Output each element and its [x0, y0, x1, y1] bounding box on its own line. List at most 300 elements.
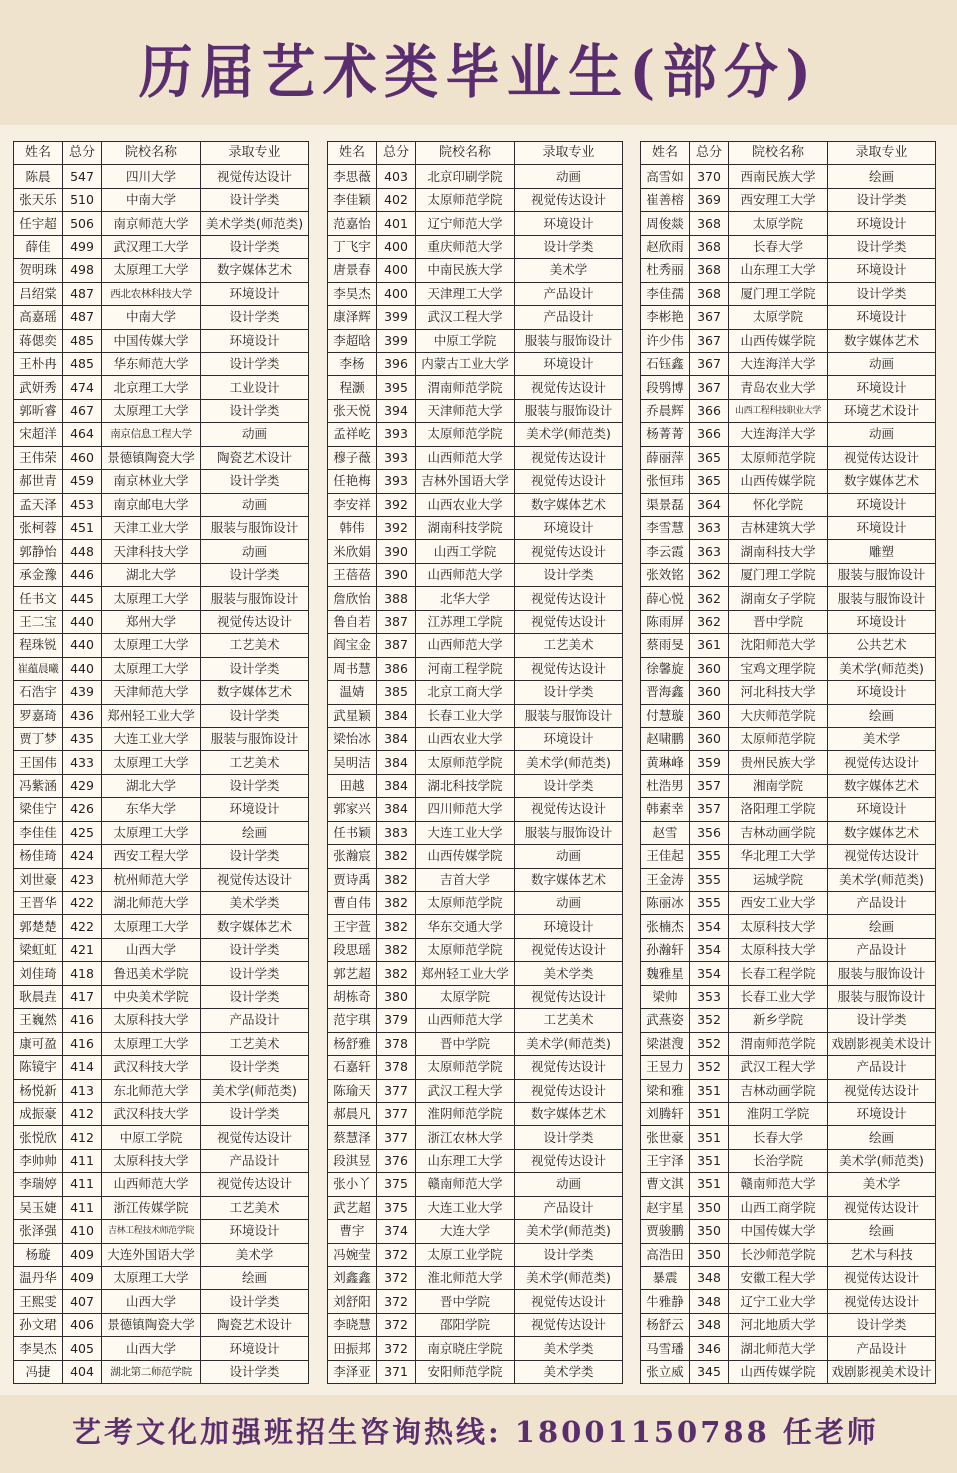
- table-row: [328, 1243, 623, 1266]
- header-score: 总分: [690, 142, 729, 165]
- major-cell: 动画: [515, 892, 623, 915]
- score-cell: 414: [63, 1056, 102, 1079]
- score-cell: 411: [63, 1173, 102, 1196]
- major-cell: 美术学类: [515, 1360, 623, 1383]
- major-cell: 设计学类: [515, 1243, 623, 1266]
- score-cell: 372: [377, 1313, 416, 1336]
- table-row: [641, 1009, 936, 1032]
- major-cell: 动画: [201, 540, 309, 563]
- score-cell: 459: [63, 470, 102, 493]
- school-cell: 山西师范大学: [102, 1173, 201, 1196]
- table-row: [328, 1360, 623, 1383]
- major-cell: 服装与服饰设计: [828, 587, 936, 610]
- header-row: [328, 142, 623, 165]
- school-cell: 山西大学: [102, 938, 201, 961]
- major-cell: 设计学类: [201, 1290, 309, 1313]
- table-row: [328, 727, 623, 750]
- name-cell: 张天悦: [328, 399, 377, 422]
- table-wrap-3: [640, 141, 936, 1384]
- school-cell: 太原师范学院: [416, 1056, 515, 1079]
- score-cell: 416: [63, 1009, 102, 1032]
- major-cell: 产品设计: [201, 1149, 309, 1172]
- score-cell: 354: [690, 938, 729, 961]
- header-name: 姓名: [14, 142, 63, 165]
- table-row: [328, 235, 623, 258]
- score-cell: 467: [63, 399, 102, 422]
- name-cell: 李瑞婷: [14, 1173, 63, 1196]
- name-cell: 温婧: [328, 681, 377, 704]
- major-cell: 设计学类: [828, 1313, 936, 1336]
- school-cell: 太原理工大学: [102, 751, 201, 774]
- table-row: [641, 540, 936, 563]
- major-cell: 设计学类: [828, 235, 936, 258]
- score-cell: 405: [63, 1337, 102, 1360]
- major-cell: 美术学类(师范类): [201, 212, 309, 235]
- name-cell: 陈镜宇: [14, 1056, 63, 1079]
- major-cell: 美术学(师范类): [515, 1032, 623, 1055]
- name-cell: 暴震: [641, 1267, 690, 1290]
- school-cell: 中南大学: [102, 188, 201, 211]
- name-cell: 晋海鑫: [641, 681, 690, 704]
- score-cell: 506: [63, 212, 102, 235]
- score-cell: 345: [690, 1360, 729, 1383]
- name-cell: 王伟荣: [14, 446, 63, 469]
- school-cell: 太原理工大学: [102, 399, 201, 422]
- score-cell: 416: [63, 1032, 102, 1055]
- score-cell: 366: [690, 423, 729, 446]
- score-cell: 384: [377, 798, 416, 821]
- name-cell: 冯紫涵: [14, 774, 63, 797]
- score-cell: 367: [690, 352, 729, 375]
- name-cell: 李晓慧: [328, 1313, 377, 1336]
- name-cell: 李思薇: [328, 165, 377, 188]
- major-cell: 环境设计: [828, 517, 936, 540]
- name-cell: 杨舒云: [641, 1313, 690, 1336]
- name-cell: 王佳起: [641, 845, 690, 868]
- name-cell: 李佳颖: [328, 188, 377, 211]
- school-cell: 宝鸡文理学院: [729, 657, 828, 680]
- major-cell: 动画: [515, 165, 623, 188]
- major-cell: 动画: [515, 1173, 623, 1196]
- school-cell: 大连工业大学: [416, 821, 515, 844]
- school-cell: 大连海洋大学: [729, 352, 828, 375]
- school-cell: 长春工业大学: [416, 704, 515, 727]
- school-cell: 太原理工大学: [102, 657, 201, 680]
- score-cell: 390: [377, 563, 416, 586]
- name-cell: 杜秀丽: [641, 259, 690, 282]
- score-cell: 393: [377, 423, 416, 446]
- table-row: [641, 563, 936, 586]
- table-row: [14, 493, 309, 516]
- table-row: [328, 1290, 623, 1313]
- table-row: [14, 634, 309, 657]
- major-cell: 产品设计: [828, 938, 936, 961]
- school-cell: 辽宁工业大学: [729, 1290, 828, 1313]
- table-row: [641, 985, 936, 1008]
- table-row: [641, 1126, 936, 1149]
- major-cell: 美术学类: [201, 892, 309, 915]
- school-cell: 重庆师范大学: [416, 235, 515, 258]
- school-cell: 新乡学院: [729, 1009, 828, 1032]
- major-cell: 设计学类: [201, 657, 309, 680]
- name-cell: 王蓓蓓: [328, 563, 377, 586]
- score-cell: 487: [63, 282, 102, 305]
- table-row: [14, 915, 309, 938]
- major-cell: 视觉传达设计: [828, 751, 936, 774]
- school-cell: 中原工学院: [102, 1126, 201, 1149]
- name-cell: 范宇琪: [328, 1009, 377, 1032]
- score-cell: 412: [63, 1126, 102, 1149]
- header-school: 院校名称: [416, 142, 515, 165]
- major-cell: 设计学类: [201, 985, 309, 1008]
- name-cell: 杜浩男: [641, 774, 690, 797]
- score-cell: 401: [377, 212, 416, 235]
- score-cell: 453: [63, 493, 102, 516]
- name-cell: 李雪慧: [641, 517, 690, 540]
- table-row: [641, 423, 936, 446]
- school-cell: 吉首大学: [416, 868, 515, 891]
- name-cell: 吴玉婕: [14, 1196, 63, 1219]
- school-cell: 内蒙古工业大学: [416, 352, 515, 375]
- table-row: [328, 376, 623, 399]
- table-row: [328, 938, 623, 961]
- major-cell: 设计学类: [201, 470, 309, 493]
- name-cell: 陈瑜天: [328, 1079, 377, 1102]
- school-cell: 太原师范学院: [416, 938, 515, 961]
- school-cell: 南京晓庄学院: [416, 1337, 515, 1360]
- table-row: [14, 1313, 309, 1336]
- school-cell: 杭州师范大学: [102, 868, 201, 891]
- school-cell: 渭南师范学院: [416, 376, 515, 399]
- score-cell: 399: [377, 306, 416, 329]
- score-cell: 422: [63, 892, 102, 915]
- graduate-table-1: [13, 141, 309, 1384]
- table-row: [328, 868, 623, 891]
- major-cell: 美术学(师范类): [828, 1149, 936, 1172]
- school-cell: 太原科技大学: [729, 938, 828, 961]
- table-row: [328, 188, 623, 211]
- school-cell: 山西传媒学院: [416, 845, 515, 868]
- score-cell: 411: [63, 1196, 102, 1219]
- name-cell: 崔善榕: [641, 188, 690, 211]
- major-cell: 环境设计: [201, 1337, 309, 1360]
- score-cell: 426: [63, 798, 102, 821]
- name-cell: 康泽辉: [328, 306, 377, 329]
- header-major: 录取专业: [201, 142, 309, 165]
- name-cell: 刘舒阳: [328, 1290, 377, 1313]
- major-cell: 视觉传达设计: [515, 376, 623, 399]
- score-cell: 410: [63, 1220, 102, 1243]
- major-cell: 视觉传达设计: [515, 446, 623, 469]
- school-cell: 郑州轻工业大学: [416, 962, 515, 985]
- school-cell: 贵州民族大学: [729, 751, 828, 774]
- school-cell: 东北师范大学: [102, 1079, 201, 1102]
- table-row: [328, 1267, 623, 1290]
- score-cell: 422: [63, 915, 102, 938]
- score-cell: 371: [377, 1360, 416, 1383]
- score-cell: 393: [377, 470, 416, 493]
- name-cell: 李云霞: [641, 540, 690, 563]
- score-cell: 364: [690, 493, 729, 516]
- name-cell: 杨舒雅: [328, 1032, 377, 1055]
- major-cell: 绘画: [828, 165, 936, 188]
- name-cell: 李杨: [328, 352, 377, 375]
- school-cell: 太原工业学院: [416, 1243, 515, 1266]
- major-cell: 设计学类: [201, 306, 309, 329]
- table-row: [641, 1290, 936, 1313]
- table-row: [641, 306, 936, 329]
- major-cell: 美术学(师范类): [515, 1267, 623, 1290]
- major-cell: 美术学(师范类): [201, 1079, 309, 1102]
- school-cell: 鲁迅美术学院: [102, 962, 201, 985]
- major-cell: 视觉传达设计: [201, 1126, 309, 1149]
- major-cell: 设计学类: [201, 1102, 309, 1125]
- school-cell: 南京邮电大学: [102, 493, 201, 516]
- table-row: [641, 962, 936, 985]
- major-cell: 设计学类: [201, 235, 309, 258]
- school-cell: 西安理工大学: [729, 188, 828, 211]
- table-row: [328, 329, 623, 352]
- name-cell: 康可盈: [14, 1032, 63, 1055]
- major-cell: 环境设计: [828, 212, 936, 235]
- name-cell: 付慧璇: [641, 704, 690, 727]
- name-cell: 成振豪: [14, 1102, 63, 1125]
- major-cell: 视觉传达设计: [515, 798, 623, 821]
- major-cell: 美术学(师范类): [828, 868, 936, 891]
- table-row: [641, 1267, 936, 1290]
- score-cell: 424: [63, 845, 102, 868]
- major-cell: 服装与服饰设计: [201, 517, 309, 540]
- name-cell: 李安祥: [328, 493, 377, 516]
- school-cell: 太原理工大学: [102, 821, 201, 844]
- score-cell: 355: [690, 868, 729, 891]
- table-row: [14, 423, 309, 446]
- table-row: [328, 306, 623, 329]
- score-cell: 409: [63, 1243, 102, 1266]
- school-cell: 吉林工程技术师范学院: [102, 1220, 201, 1243]
- table-row: [328, 282, 623, 305]
- major-cell: 动画: [828, 352, 936, 375]
- major-cell: 设计学类: [515, 774, 623, 797]
- school-cell: 湖南女子学院: [729, 587, 828, 610]
- score-cell: 406: [63, 1313, 102, 1336]
- major-cell: 美术学(师范类): [515, 423, 623, 446]
- name-cell: 黄琳峰: [641, 751, 690, 774]
- table-row: [641, 470, 936, 493]
- score-cell: 359: [690, 751, 729, 774]
- school-cell: 太原学院: [416, 985, 515, 1008]
- score-cell: 369: [690, 188, 729, 211]
- school-cell: 东华大学: [102, 798, 201, 821]
- score-cell: 412: [63, 1102, 102, 1125]
- score-cell: 378: [377, 1056, 416, 1079]
- table-row: [14, 1243, 309, 1266]
- school-cell: 安阳师范学院: [416, 1360, 515, 1383]
- score-cell: 353: [690, 985, 729, 1008]
- major-cell: 环境设计: [828, 681, 936, 704]
- score-cell: 417: [63, 985, 102, 1008]
- major-cell: 设计学类: [201, 962, 309, 985]
- major-cell: 视觉传达设计: [201, 1173, 309, 1196]
- table-row: [328, 399, 623, 422]
- table-row: [328, 1196, 623, 1219]
- hotline-text: 艺考文化加强班招生咨询热线: 18001150788 任老师: [72, 1415, 879, 1449]
- major-cell: 环境设计: [201, 329, 309, 352]
- school-cell: 赣南师范大学: [729, 1173, 828, 1196]
- name-cell: 任宇超: [14, 212, 63, 235]
- table-row: [14, 657, 309, 680]
- school-cell: 西安工程大学: [102, 845, 201, 868]
- school-cell: 晋中学院: [729, 610, 828, 633]
- name-cell: 曹宇: [328, 1220, 377, 1243]
- name-cell: 薛丽萍: [641, 446, 690, 469]
- score-cell: 399: [377, 329, 416, 352]
- table-row: [14, 727, 309, 750]
- score-cell: 372: [377, 1290, 416, 1313]
- score-cell: 375: [377, 1196, 416, 1219]
- major-cell: 设计学类: [828, 1009, 936, 1032]
- table-row: [328, 1220, 623, 1243]
- school-cell: 武汉工程大学: [416, 1079, 515, 1102]
- table-row: [641, 1102, 936, 1125]
- score-cell: 386: [377, 657, 416, 680]
- school-cell: 太原理工大学: [102, 634, 201, 657]
- score-cell: 400: [377, 259, 416, 282]
- major-cell: 服装与服饰设计: [828, 563, 936, 586]
- school-cell: 湖北师范大学: [729, 1337, 828, 1360]
- name-cell: 高雪如: [641, 165, 690, 188]
- table-row: [14, 1360, 309, 1383]
- table-row: [14, 563, 309, 586]
- school-cell: 太原学院: [729, 306, 828, 329]
- school-cell: 武汉科技大学: [102, 1056, 201, 1079]
- score-cell: 382: [377, 892, 416, 915]
- table-row: [328, 915, 623, 938]
- major-cell: 绘画: [828, 1220, 936, 1243]
- school-cell: 南京林业大学: [102, 470, 201, 493]
- major-cell: 服装与服饰设计: [828, 962, 936, 985]
- major-cell: 产品设计: [828, 1056, 936, 1079]
- header-major: 录取专业: [515, 142, 623, 165]
- score-cell: 361: [690, 634, 729, 657]
- school-cell: 山西工商学院: [729, 1196, 828, 1219]
- name-cell: 梁和雅: [641, 1079, 690, 1102]
- score-cell: 384: [377, 774, 416, 797]
- school-cell: 天津工业大学: [102, 517, 201, 540]
- name-cell: 赵雪: [641, 821, 690, 844]
- school-cell: 山西师范大学: [416, 634, 515, 657]
- school-cell: 安徽工程大学: [729, 1267, 828, 1290]
- name-cell: 李泽亚: [328, 1360, 377, 1383]
- table-row: [328, 1056, 623, 1079]
- school-cell: 湘南学院: [729, 774, 828, 797]
- table-row: [14, 681, 309, 704]
- table-row: [328, 517, 623, 540]
- name-cell: 范嘉怡: [328, 212, 377, 235]
- school-cell: 湖南科技学院: [416, 517, 515, 540]
- school-cell: 山西大学: [102, 1290, 201, 1313]
- name-cell: 任书颖: [328, 821, 377, 844]
- table-row: [14, 1220, 309, 1243]
- name-cell: 李昊杰: [14, 1337, 63, 1360]
- name-cell: 王二宝: [14, 610, 63, 633]
- score-cell: 440: [63, 657, 102, 680]
- table-row: [641, 517, 936, 540]
- major-cell: 美术学: [828, 1173, 936, 1196]
- school-cell: 天津师范大学: [416, 399, 515, 422]
- school-cell: 太原师范学院: [729, 727, 828, 750]
- table-row: [328, 1009, 623, 1032]
- score-cell: 460: [63, 446, 102, 469]
- major-cell: 数字媒体艺术: [515, 493, 623, 516]
- major-cell: 环境设计: [515, 727, 623, 750]
- name-cell: 蔡雨旻: [641, 634, 690, 657]
- table-row: [641, 493, 936, 516]
- score-cell: 362: [690, 563, 729, 586]
- school-cell: 长春大学: [729, 235, 828, 258]
- score-cell: 440: [63, 610, 102, 633]
- header-major: 录取专业: [828, 142, 936, 165]
- name-cell: 田振邦: [328, 1337, 377, 1360]
- name-cell: 张楠杰: [641, 915, 690, 938]
- table-row: [641, 1079, 936, 1102]
- school-cell: 华东交通大学: [416, 915, 515, 938]
- table-row: [641, 1149, 936, 1172]
- major-cell: 视觉传达设计: [515, 1056, 623, 1079]
- table-row: [641, 798, 936, 821]
- major-cell: 工艺美术: [201, 1032, 309, 1055]
- score-cell: 435: [63, 727, 102, 750]
- score-cell: 348: [690, 1290, 729, 1313]
- major-cell: 视觉传达设计: [515, 1149, 623, 1172]
- table-row: [328, 892, 623, 915]
- table-row: [328, 704, 623, 727]
- major-cell: 环境设计: [828, 610, 936, 633]
- major-cell: 设计学类: [201, 704, 309, 727]
- name-cell: 罗嘉琦: [14, 704, 63, 727]
- name-cell: 李超晗: [328, 329, 377, 352]
- major-cell: 美术学类: [515, 962, 623, 985]
- score-cell: 355: [690, 892, 729, 915]
- header-school: 院校名称: [729, 142, 828, 165]
- school-cell: 南京师范大学: [102, 212, 201, 235]
- school-cell: 山西师范大学: [416, 563, 515, 586]
- score-cell: 372: [377, 1267, 416, 1290]
- major-cell: 动画: [201, 493, 309, 516]
- score-cell: 348: [690, 1267, 729, 1290]
- table-row: [328, 446, 623, 469]
- table-row: [14, 774, 309, 797]
- name-cell: 武艺超: [328, 1196, 377, 1219]
- name-cell: 唐景春: [328, 259, 377, 282]
- major-cell: 雕塑: [828, 540, 936, 563]
- school-cell: 浙江传媒学院: [102, 1196, 201, 1219]
- table-row: [641, 845, 936, 868]
- score-cell: 362: [690, 587, 729, 610]
- major-cell: 工艺美术: [201, 1196, 309, 1219]
- score-cell: 360: [690, 727, 729, 750]
- name-cell: 阎宝金: [328, 634, 377, 657]
- score-cell: 390: [377, 540, 416, 563]
- table-row: [328, 1032, 623, 1055]
- name-cell: 贾诗禹: [328, 868, 377, 891]
- score-cell: 372: [377, 1243, 416, 1266]
- table-row: [14, 259, 309, 282]
- name-cell: 王宇泽: [641, 1149, 690, 1172]
- school-cell: 河北地质大学: [729, 1313, 828, 1336]
- school-cell: 大连工业大学: [416, 1196, 515, 1219]
- table-row: [14, 985, 309, 1008]
